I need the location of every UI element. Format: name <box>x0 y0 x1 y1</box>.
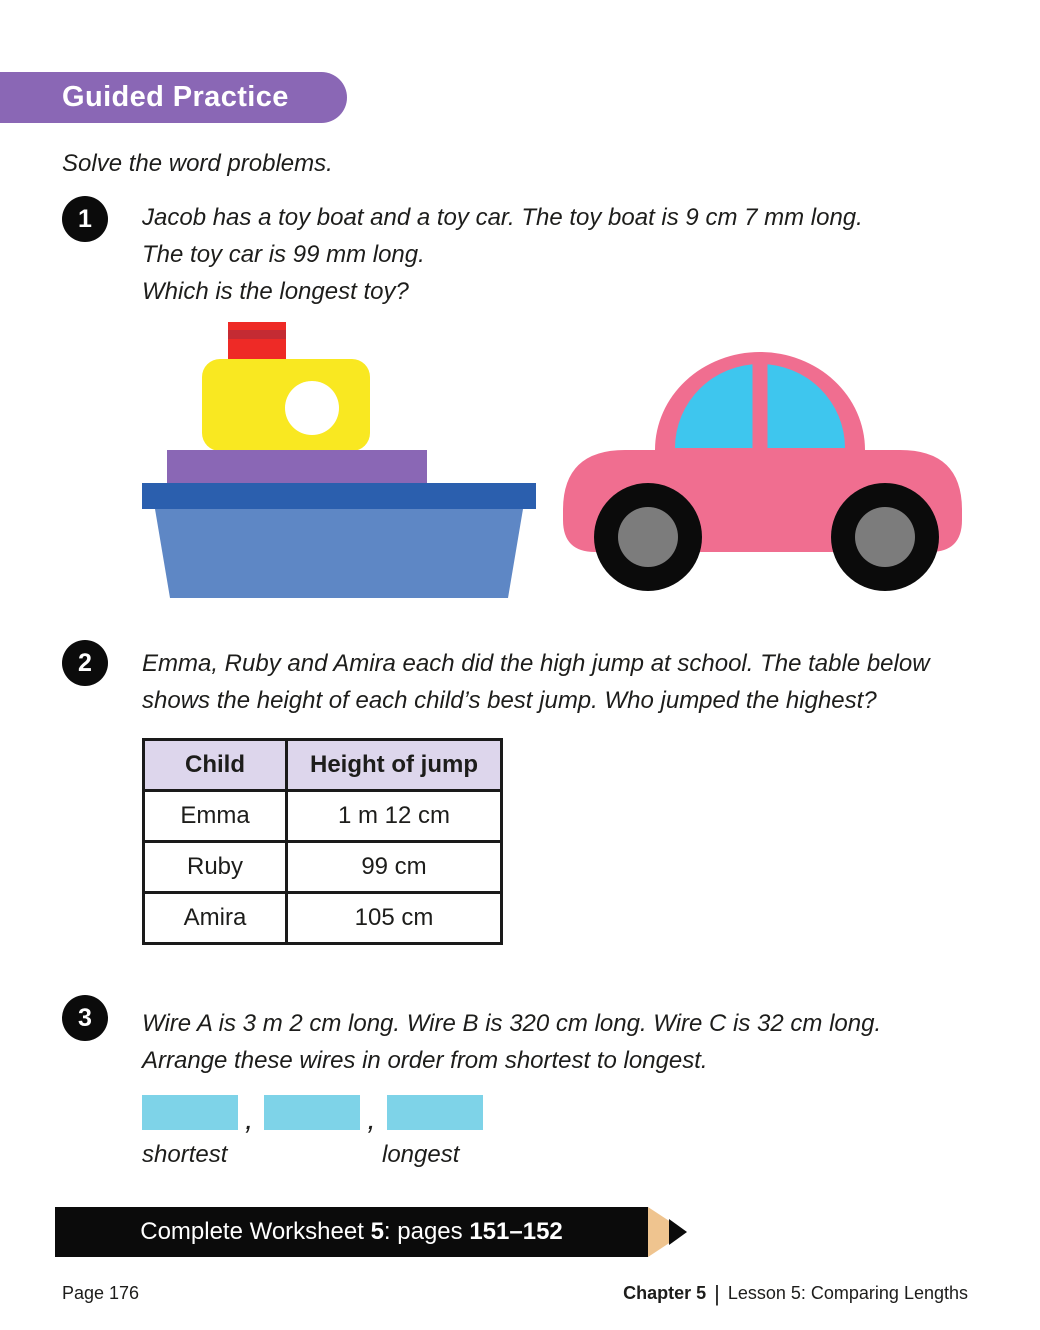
table-header-child: Child <box>144 740 287 791</box>
comma-separator: , <box>245 1103 254 1136</box>
answer-blank-1[interactable] <box>142 1095 238 1130</box>
answer-blank-3[interactable] <box>387 1095 483 1130</box>
problem-text-line: Jacob has a toy boat and a toy car. The toy boat is 9 cm 7 mm long. <box>142 204 863 231</box>
boat-hull <box>155 509 523 598</box>
boat-funnel <box>228 322 286 362</box>
worksheet-banner <box>55 1207 648 1257</box>
car-window-divider <box>753 356 768 448</box>
pencil-lead-icon <box>669 1219 687 1245</box>
banner-pages: 151–152 <box>469 1218 563 1245</box>
answer-blank-2[interactable] <box>264 1095 360 1130</box>
toy-car-illustration <box>563 348 965 593</box>
table-row <box>144 842 502 893</box>
table-cell-height: 1 m 12 cm <box>287 791 502 842</box>
problem-text-line: shows the height of each child’s best jump. Who jumped the highest? <box>142 687 877 714</box>
problem-2-text <box>142 645 930 719</box>
problem-text-line: Arrange these wires in order from shortest to longest. <box>142 1047 708 1074</box>
banner-middle: : pages <box>383 1218 470 1245</box>
longest-label: longest <box>382 1141 460 1168</box>
boat-funnel-stripe <box>228 330 286 339</box>
boat-deck <box>167 450 427 483</box>
banner-prefix: Complete Worksheet <box>140 1218 371 1245</box>
page-number-label: Page 176 <box>62 1283 140 1303</box>
problem-text-line: Wire A is 3 m 2 cm long. Wire B is 320 cm long. Wire C is 32 cm long. <box>142 1010 882 1037</box>
table-cell-child: Amira <box>144 893 287 944</box>
footer-separator: | <box>714 1280 720 1306</box>
problem-3-number: 3 <box>78 1003 92 1032</box>
problem-3-text <box>142 1005 881 1079</box>
table-row <box>144 791 502 842</box>
boat-deck-strip <box>142 483 536 509</box>
chapter-lesson-label <box>623 1280 968 1306</box>
problem-text-line: Emma, Ruby and Amira each did the high jump at school. The table below <box>142 650 930 677</box>
banner-worksheet-number: 5 <box>370 1218 384 1245</box>
car-front-hub <box>618 507 678 567</box>
chapter-label: Chapter 5 <box>623 1283 707 1303</box>
lesson-label: Lesson 5: Comparing Lengths <box>727 1283 968 1303</box>
intro-instruction: Solve the word problems. <box>62 150 333 177</box>
car-rear-hub <box>855 507 915 567</box>
problem-text-line: Which is the longest toy? <box>142 278 409 305</box>
problem-1-number-badge <box>62 196 108 242</box>
problem-2-number: 2 <box>78 648 92 677</box>
table-cell-child: Emma <box>144 791 287 842</box>
problem-1-number: 1 <box>78 204 92 233</box>
table-header-height: Height of jump <box>287 740 502 791</box>
table-cell-height: 99 cm <box>287 842 502 893</box>
table-header-row <box>144 740 502 791</box>
problem-1-text <box>142 199 863 310</box>
jump-height-table <box>142 738 503 945</box>
shortest-label: shortest <box>142 1141 228 1168</box>
boat-porthole <box>285 381 339 435</box>
comma-separator: , <box>367 1103 376 1136</box>
toy-boat-illustration <box>140 320 540 600</box>
problem-3-number-badge <box>62 995 108 1041</box>
section-title: Guided Practice <box>62 81 289 113</box>
table-row <box>144 893 502 944</box>
table-cell-child: Ruby <box>144 842 287 893</box>
answer-blanks-row <box>142 1095 483 1136</box>
problem-2-number-badge <box>62 640 108 686</box>
table-cell-height: 105 cm <box>287 893 502 944</box>
problem-text-line: The toy car is 99 mm long. <box>142 241 425 268</box>
section-header-badge <box>0 72 347 123</box>
